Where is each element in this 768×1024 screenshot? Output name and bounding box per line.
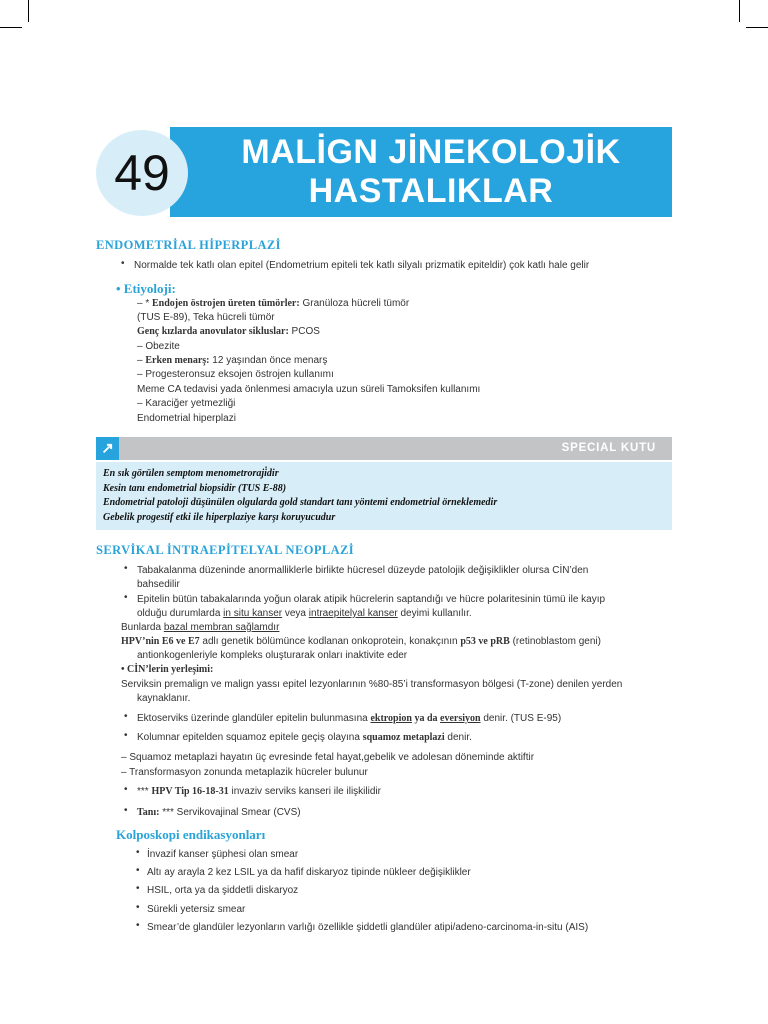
etiology-line: – Obezite bbox=[137, 341, 180, 352]
crop-mark bbox=[0, 27, 22, 28]
cin-text: Epitelin bütün tabakalarında yoğun olarak atipik hücrelerin saptandığı ve hücre polaritesinin tümü ile kayıp bbox=[137, 594, 606, 605]
colposcopy-item: İnvazif kanser şüphesi olan smear bbox=[147, 849, 299, 860]
cin-text: Tabakalanma düzeninde anormalliklerle birlikte hücresel düzeyde patolojik değişiklikler olursa CİN’den bbox=[137, 565, 589, 576]
cin-text: Kolumnar epitelden squamoz epitele geçiş olayına squamoz metaplazi denir. bbox=[137, 732, 472, 743]
cin-text: – Transformasyon zonunda metaplazik hücreler bulunur bbox=[121, 767, 368, 778]
chapter-title-line1: MALİGN JİNEKOLOJİK bbox=[241, 133, 621, 171]
etiology-line: Meme CA tedavisi yada önlenmesi amacıyla uzun süreli Tamoksifen kullanımı bbox=[137, 384, 481, 395]
bullet: • bbox=[121, 258, 125, 269]
crop-mark bbox=[28, 0, 29, 22]
chapter-number: 49 bbox=[96, 130, 188, 216]
special-box-header bbox=[96, 437, 672, 460]
cin-text: Ektoserviks üzerinde glandüler epitelin bulunmasına ektropion ya da eversiyon denir. (TUS E-95) bbox=[137, 713, 562, 724]
bullet: • bbox=[124, 730, 128, 741]
bullet: • bbox=[136, 847, 140, 858]
special-line: En sık görülen semptom menometroraji̇dir bbox=[103, 468, 279, 479]
cin-text: bahsedilir bbox=[137, 579, 180, 590]
etiology-line: – Erken menarş: 12 yaşından önce menarş bbox=[137, 355, 328, 366]
etiology-line: Endometrial hiperplazi bbox=[137, 413, 236, 424]
etiology-line: – Progesteronsuz eksojen östrojen kullanımı bbox=[137, 369, 334, 380]
section-heading-cin: SERVİKAL İNTRAEPİTELYAL NEOPLAZİ bbox=[96, 543, 355, 557]
cin-text: Serviksin premalign ve malign yassı epitel lezyonlarının %80-85’i transformasyon bölgesi (T-zone) denilen yerden bbox=[121, 679, 623, 690]
special-box-label: SPECIAL KUTU bbox=[561, 442, 656, 454]
bullet: • bbox=[124, 563, 128, 574]
etiology-line: – Karaciğer yetmezliği bbox=[137, 398, 236, 409]
section-heading-endometrial: ENDOMETRİAL HİPERPLAZİ bbox=[96, 238, 281, 252]
cin-text: antionkogenleriyle kompleks oluşturarak onları inaktivite eder bbox=[137, 650, 408, 661]
cin-text: kaynaklanır. bbox=[137, 693, 191, 704]
bullet: • bbox=[136, 865, 140, 876]
etiology-heading: • Etiyoloji: bbox=[116, 281, 176, 296]
cin-text: olduğu durumlarda in situ kanser veya intraepitelyal kanser deyimi kullanılır. bbox=[137, 608, 472, 619]
arrow-up-right-icon: ↗ bbox=[96, 437, 119, 460]
bullet: • bbox=[124, 711, 128, 722]
special-box bbox=[96, 462, 672, 530]
cin-localization-heading: • CİN’lerin yerleşimi: bbox=[121, 664, 214, 675]
crop-mark bbox=[739, 0, 740, 22]
colposcopy-heading: Kolposkopi endikasyonları bbox=[116, 827, 266, 842]
cin-text: *** HPV Tip 16-18-31 invaziv serviks kanseri ile ilişkilidir bbox=[137, 786, 381, 797]
bullet: • bbox=[124, 805, 128, 816]
cin-text: Tanı: *** Servikovajinal Smear (CVS) bbox=[137, 807, 301, 818]
colposcopy-item: Smear’de glandüler lezyonların varlığı özellikle şiddetli glandüler atipi/adeno-carcinoma-in-situ (AIS) bbox=[147, 922, 589, 933]
chapter-title bbox=[190, 133, 672, 211]
chapter-title-line2: HASTALIKLAR bbox=[308, 172, 554, 210]
etiology-line: (TUS E-89), Teka hücreli tümör bbox=[137, 312, 275, 323]
etiology-line: – * Endojen östrojen üreten tümörler: Granüloza hücreli tümör bbox=[137, 298, 410, 309]
special-line: Endometrial patoloji düşünülen olgularda gold standart tanı yöntemi endometrial örneklemedir bbox=[103, 497, 498, 508]
intro-text: Normalde tek katlı olan epitel (Endometrium epiteli tek katlı silyalı prizmatik epiteldir) çok katlı hale gelir bbox=[134, 260, 590, 271]
special-line: Gebelik progestif etki ile hiperplaziye karşı koruyucudur bbox=[103, 512, 336, 523]
colposcopy-item: Altı ay arayla 2 kez LSIL ya da hafif diskaryoz tipinde nükleer değişiklikler bbox=[147, 867, 471, 878]
colposcopy-item: Sürekli yetersiz smear bbox=[147, 904, 246, 915]
bullet: • bbox=[124, 592, 128, 603]
bullet: • bbox=[136, 902, 140, 913]
cin-text: Bunlarda bazal membran sağlamdır bbox=[121, 622, 280, 633]
cin-text: – Squamoz metaplazi hayatın üç evresinde fetal hayat,gebelik ve adolesan döneminde aktiftir bbox=[121, 752, 535, 763]
etiology-line: Genç kızlarda anovulator sikluslar: PCOS bbox=[137, 326, 320, 337]
bullet: • bbox=[124, 784, 128, 795]
cin-text: HPV’nin E6 ve E7 adlı genetik bölümünce kodlanan onkoprotein, konakçının p53 ve pRB (retinoblastom geni) bbox=[121, 636, 601, 647]
colposcopy-item: HSIL, orta ya da şiddetli diskaryoz bbox=[147, 885, 299, 896]
bullet: • bbox=[136, 883, 140, 894]
special-line: Kesin tanı endometrial biopsidir (TUS E-88) bbox=[103, 483, 287, 494]
bullet: • bbox=[136, 920, 140, 931]
crop-mark bbox=[746, 27, 768, 28]
